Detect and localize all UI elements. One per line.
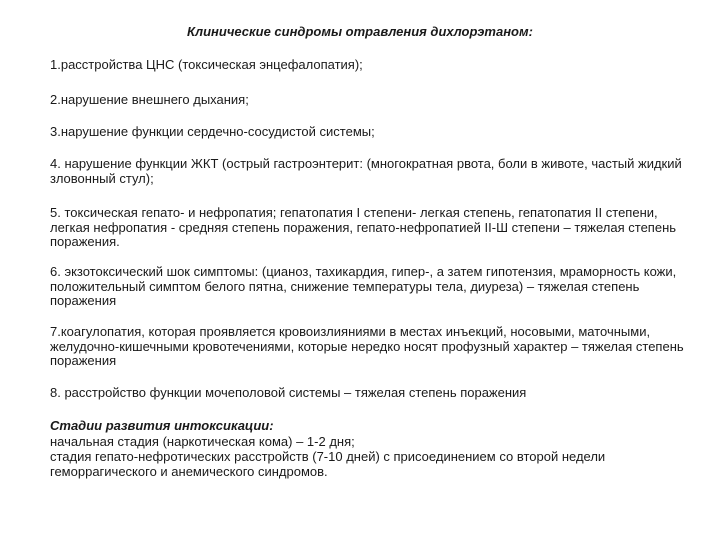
syndrome-item-8: 8. расстройство функции мочеполовой системы – тяжелая степень поражения	[50, 385, 527, 400]
syndrome-item-3: 3.нарушение функции сердечно-сосудистой системы;	[50, 124, 375, 139]
stages-title: Стадии развития интоксикации:	[50, 418, 274, 433]
stage-line-1: начальная стадия (наркотическая кома) – 1-2 дня;	[50, 434, 355, 449]
syndrome-item-4: 4. нарушение функции ЖКТ (острый гастроэнтерит: (многократная рвота, боли в животе, частый жидкий зловонный стул);	[50, 156, 682, 186]
syndrome-item-2: 2.нарушение внешнего дыхания;	[50, 92, 249, 107]
stage-line-2: стадия гепато-нефротических расстройств (7-10 дней) с присоединением со второй недели геморрагического и анемического синдромов.	[50, 449, 606, 479]
syndrome-item-7: 7.коагулопатия, которая проявляется кровоизлияниями в местах инъекций, носовыми, маточными, желудочно-кишечными кровотечениями, которые нередко носят профузный характер – тяжелая степень поражения	[50, 324, 684, 368]
syndrome-item-5: 5. токсическая гепато- и нефропатия; гепатопатия I степени- легкая степень, гепатопатия II степени, легкая нефропатия - средняя степень поражения, гепато-нефропатией II-Ш степени – тяжелая степень поражения.	[50, 205, 677, 249]
stages-list	[50, 434, 700, 479]
syndrome-item-6: 6. экзотоксический шок симптомы: (цианоз, тахикардия, гипер-, а затем гипотензия, мраморность кожи, положительный симптом белого пятна, снижение температуры тела, диуреза) – тяжелая степень поражения	[50, 264, 677, 308]
document-title: Клинические синдромы отравления дихлорэтаном:	[187, 24, 533, 39]
syndrome-item-1: 1.расстройства ЦНС (токсическая энцефалопатия);	[50, 57, 363, 72]
